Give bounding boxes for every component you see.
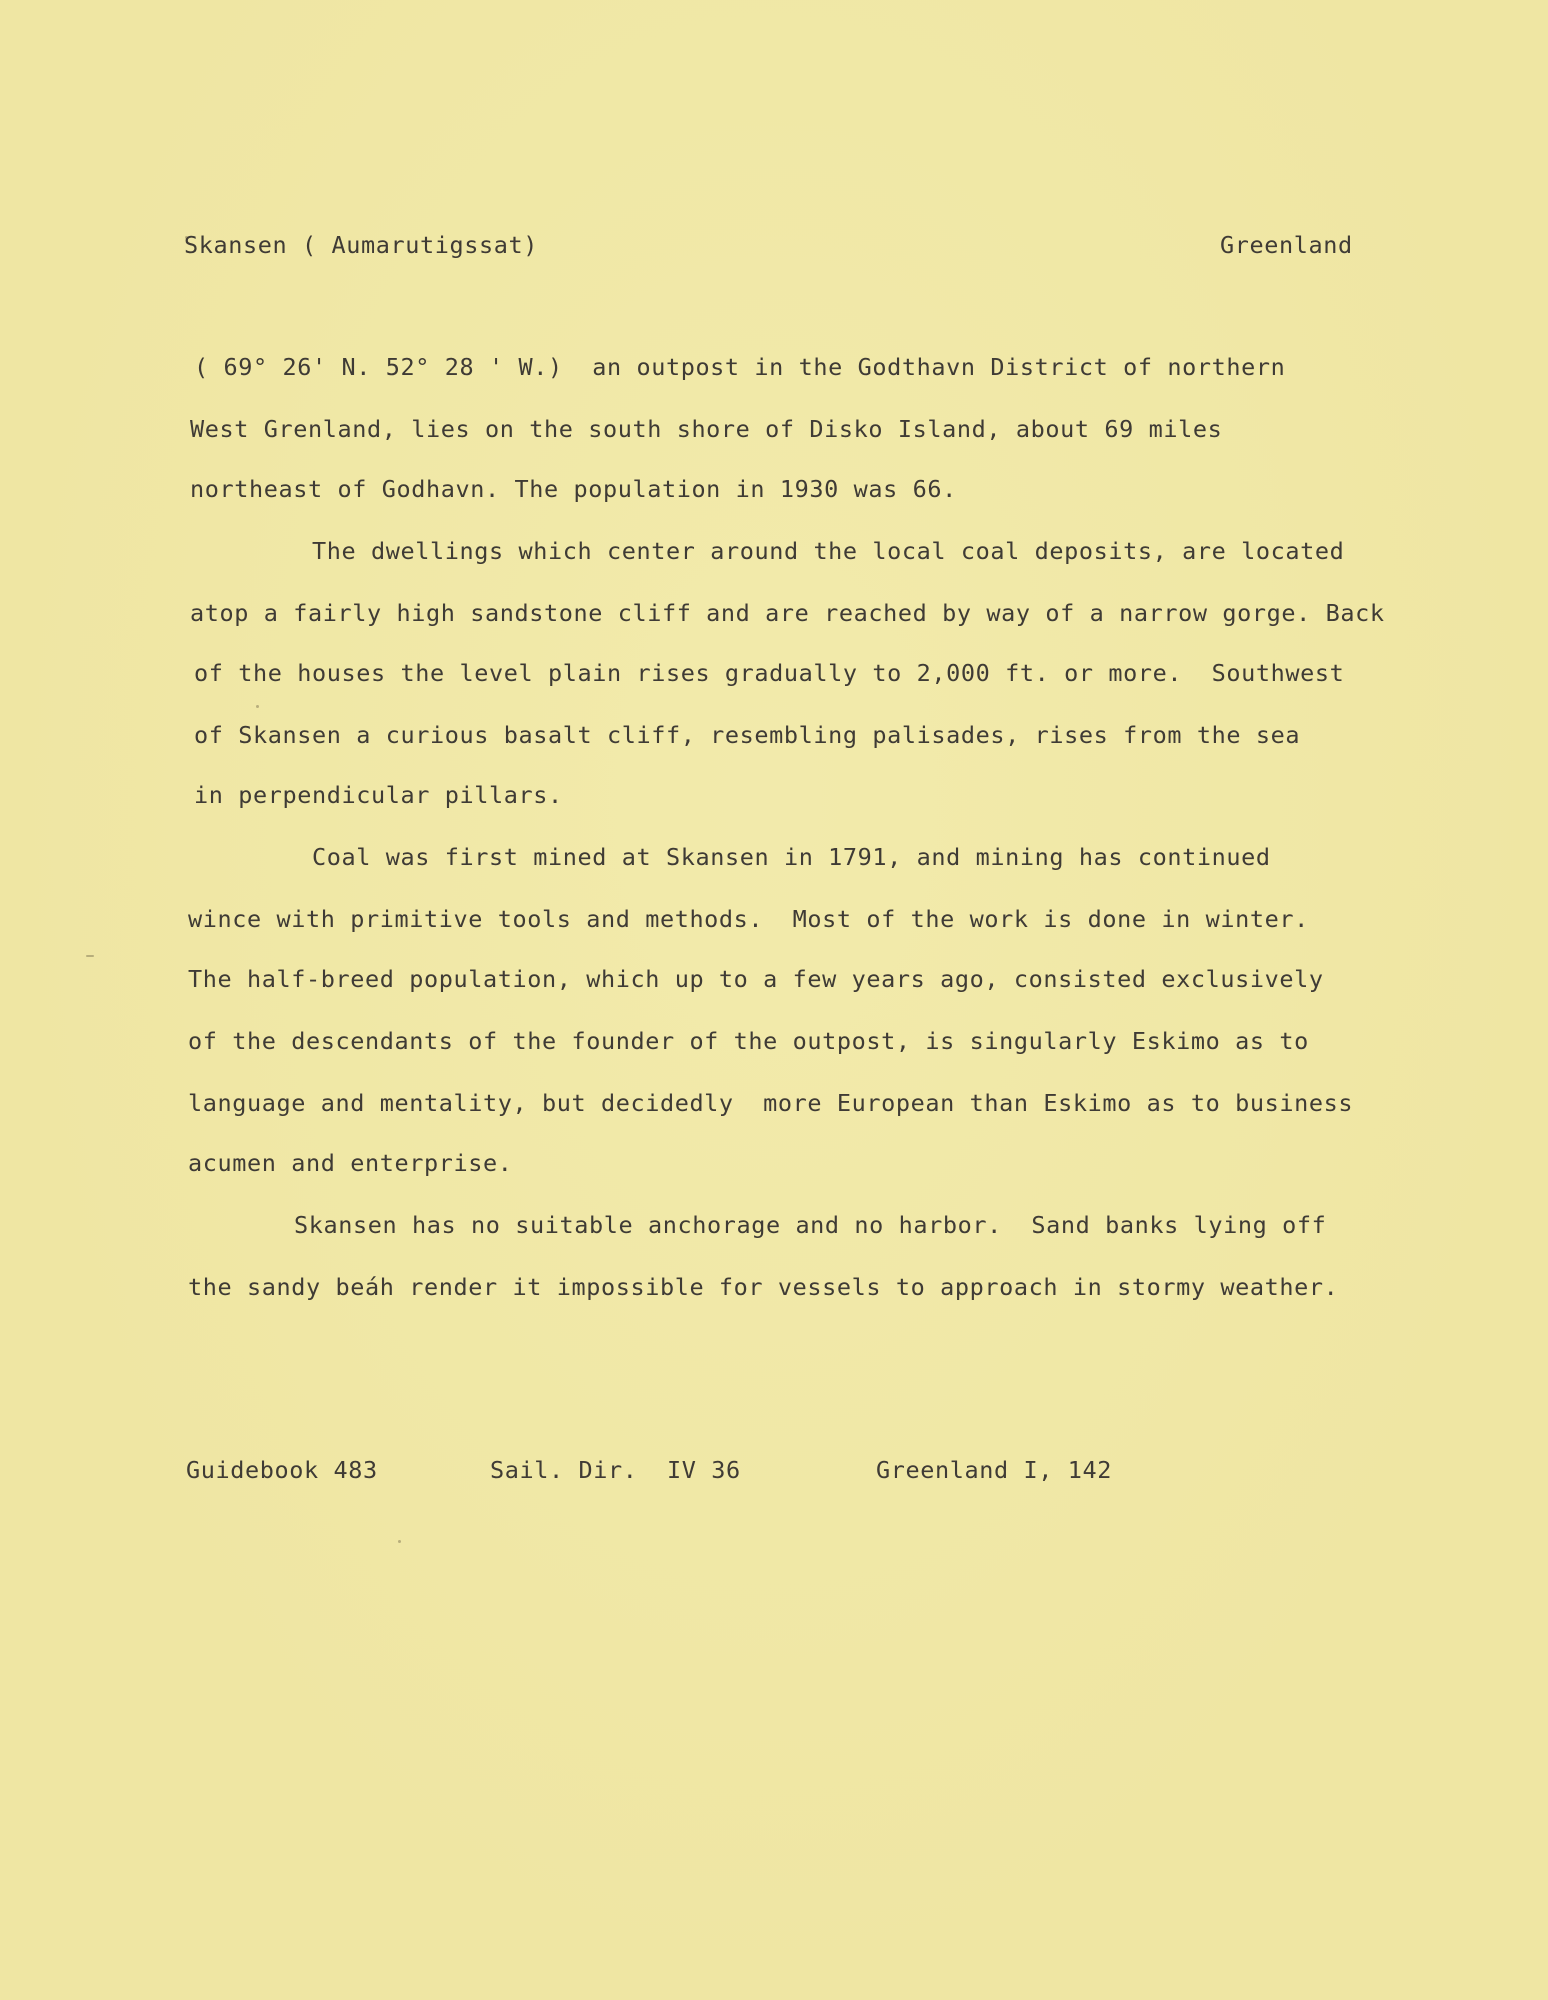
footer-guidebook-ref: Guidebook 483 bbox=[186, 1456, 378, 1484]
body-line: of the houses the level plain rises gradually to 2,000 ft. or more. Southwest bbox=[194, 659, 1345, 687]
body-line: The half-breed population, which up to a few years ago, consisted exclusively bbox=[188, 965, 1324, 993]
body-line: Skansen has no suitable anchorage and no harbor. Sand banks lying off bbox=[294, 1211, 1327, 1239]
body-line: in perpendicular pillars. bbox=[194, 781, 563, 809]
paper-speck bbox=[256, 705, 259, 708]
document-title: Skansen ( Aumarutigssat) bbox=[184, 231, 538, 259]
paper-speck bbox=[398, 1540, 401, 1543]
paper-speck bbox=[185, 236, 188, 239]
footer-sailing-directions-ref: Sail. Dir. IV 36 bbox=[490, 1456, 741, 1484]
body-line: the sandy beáh render it impossible for vessels to approach in stormy weather. bbox=[188, 1273, 1339, 1301]
body-line: of the descendants of the founder of the outpost, is singularly Eskimo as to bbox=[188, 1027, 1309, 1055]
body-line: acumen and enterprise. bbox=[188, 1149, 513, 1177]
body-line: of Skansen a curious basalt cliff, resembling palisades, rises from the sea bbox=[194, 721, 1301, 749]
body-line: language and mentality, but decidedly more European than Eskimo as to business bbox=[188, 1089, 1354, 1117]
body-line: West Grenland, lies on the south shore of Disko Island, about 69 miles bbox=[190, 415, 1223, 443]
body-line: northeast of Godhavn. The population in 1930 was 66. bbox=[190, 475, 957, 503]
body-line: The dwellings which center around the local coal deposits, are located bbox=[312, 537, 1345, 565]
body-line: atop a fairly high sandstone cliff and are reached by way of a narrow gorge. Back bbox=[190, 599, 1385, 627]
footer-greenland-ref: Greenland I, 142 bbox=[876, 1456, 1112, 1484]
paper-mark bbox=[86, 955, 94, 957]
body-line: wince with primitive tools and methods. Most of the work is done in winter. bbox=[188, 905, 1309, 933]
body-line: ( 69° 26' N. 52° 28 ' W.) an outpost in the Godthavn District of northern bbox=[194, 353, 1286, 381]
document-region: Greenland bbox=[1220, 231, 1353, 259]
body-line: Coal was first mined at Skansen in 1791, and mining has continued bbox=[312, 843, 1271, 871]
